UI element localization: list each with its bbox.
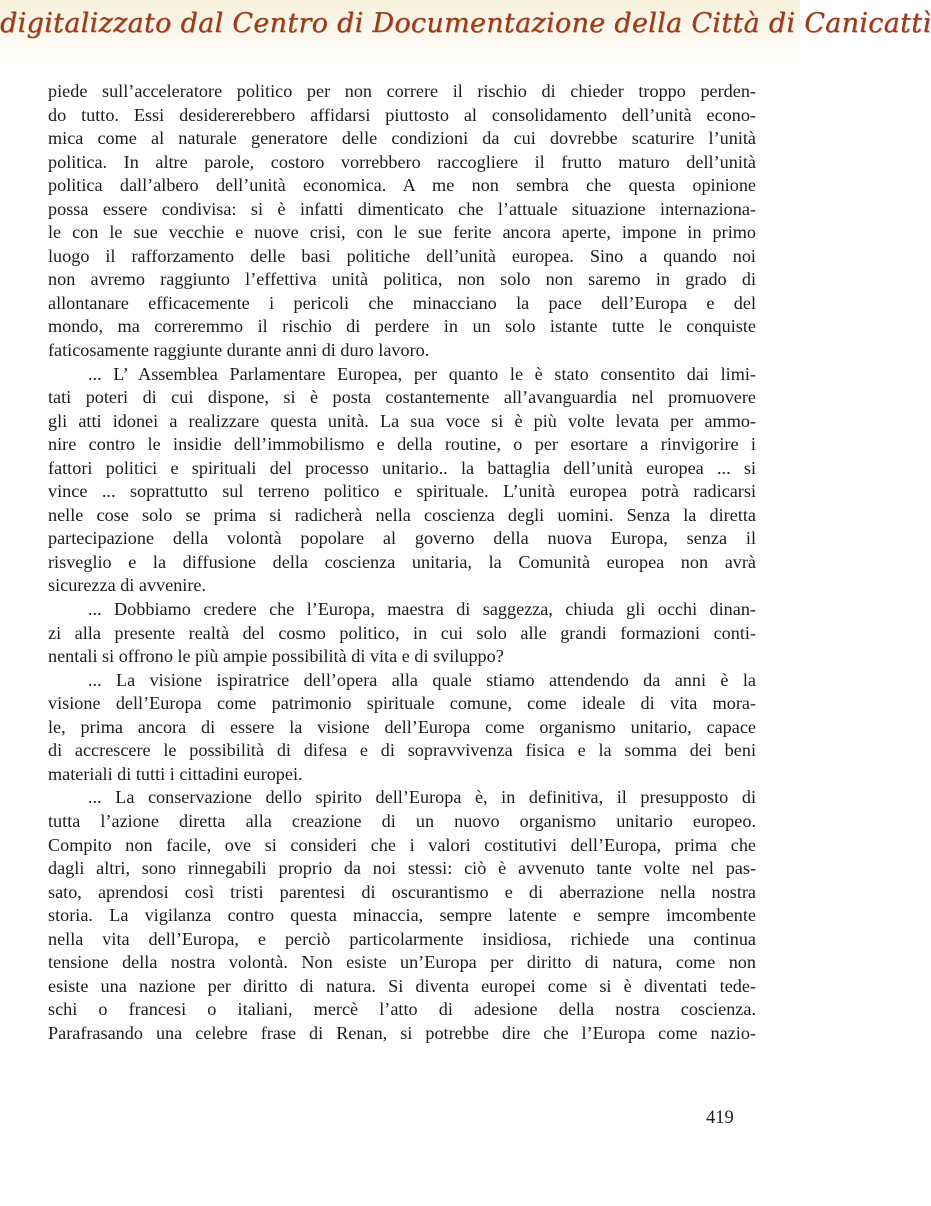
- text-line: le con le sue vecchie e nuove crisi, con le sue ferite ancora aperte, impone in primo: [48, 222, 756, 243]
- text-line: nire contro le insidie dell’immobilismo e della routine, o per esortare a rinvigorire i: [48, 434, 756, 455]
- text-line: di accrescere le possibilità di difesa e di sopravvivenza fisica e la somma dei beni: [48, 740, 756, 761]
- text-line: dagli altri, sono rinnegabili proprio da noi stessi: ciò è avvenuto tante volte nel pas-: [48, 858, 756, 879]
- text-line: sato, aprendosi così tristi parentesi di oscurantismo e di aberrazione nella nostra: [48, 881, 756, 902]
- text-line: nentali si offrono le più ampie possibilità di vita e di sviluppo?: [48, 646, 504, 667]
- text-line: nelle cose solo se prima si radicherà nella coscienza degli uomini. Senza la diretta: [48, 504, 756, 525]
- text-line: allontanare efficacemente i pericoli che minacciano la pace dell’Europa e del: [48, 292, 756, 313]
- text-line: tensione della nostra volontà. Non esiste un’Europa per diritto di natura, come non: [48, 952, 756, 973]
- text-line: ... La conservazione dello spirito dell’Europa è, in definitiva, il presupposto di: [88, 787, 756, 808]
- page-number: 419: [706, 1108, 734, 1128]
- text-line: politica dall’albero dell’unità economica. A me non sembra che questa opinione: [48, 175, 756, 196]
- text-line: schi o francesi o italiani, mercè l’atto di adesione della nostra coscienza.: [48, 999, 756, 1020]
- paragraph: [48, 598, 756, 669]
- text-line: ... Dobbiamo credere che l’Europa, maestra di saggezza, chiuda gli occhi dinan-: [88, 599, 756, 620]
- text-line: materiali di tutti i cittadini europei.: [48, 763, 303, 784]
- text-line: tutta l’azione diretta alla creazione di un nuovo organismo unitario europeo.: [48, 810, 756, 831]
- text-line: ... L’ Assemblea Parlamentare Europea, per quanto le è stato consentito dai limi-: [88, 363, 756, 384]
- body-text: [48, 80, 756, 1045]
- text-line: possa essere condivisa: si è infatti dimenticato che l’attuale situazione internaziona-: [48, 198, 756, 219]
- text-line: nella vita dell’Europa, e perciò particolarmente insidiosa, richiede una continua: [48, 928, 756, 949]
- text-line: sicurezza di avvenire.: [48, 575, 207, 596]
- text-line: esiste una nazione per diritto di natura. Si diventa europei come si è diventati tede-: [48, 975, 756, 996]
- text-line: ... La visione ispiratrice dell’opera alla quale stiamo attendendo da anni è la: [88, 669, 756, 690]
- text-line: visione dell’Europa come patrimonio spirituale comune, come ideale di vita mora-: [48, 693, 756, 714]
- text-line: vince ... soprattutto sul terreno politico e spirituale. L’unità europea potrà radicarsi: [48, 481, 756, 502]
- text-line: Parafrasando una celebre frase di Renan, si potrebbe dire che l’Europa come nazio-: [48, 1022, 756, 1043]
- text-line: fattori politici e spirituali del processo unitario.. la battaglia dell’unità europea ... si: [48, 457, 756, 478]
- text-line: non avremo raggiunto l’effettiva unità politica, non solo non saremo in grado di: [48, 269, 756, 290]
- text-line: le, prima ancora di essere la visione dell’Europa come organismo unitario, capace: [48, 716, 756, 737]
- paragraph: [48, 80, 756, 363]
- paragraph: [48, 786, 756, 1045]
- text-line: tati poteri di cui dispone, si è posta costantemente all’avanguardia nel promuovere: [48, 387, 756, 408]
- text-line: gli atti idonei a realizzare questa unità. La sua voce si è più volte levata per ammo-: [48, 410, 756, 431]
- text-line: zi alla presente realtà del cosmo politico, in cui solo alle grandi formazioni conti-: [48, 622, 756, 643]
- digitization-watermark: digitalizzato dal Centro di Documentazione della Città di Canicattì: [0, 8, 931, 39]
- text-line: Compito non facile, ove si consideri che i valori costitutivi dell’Europa, prima che: [48, 834, 756, 855]
- text-line: politica. In altre parole, costoro vorrebbero raccogliere il frutto maturo dell’unità: [48, 151, 756, 172]
- paragraph: [48, 363, 756, 598]
- text-line: mica come al naturale generatore delle condizioni da cui dovrebbe scaturire l’unità: [48, 128, 756, 149]
- text-line: faticosamente raggiunte durante anni di duro lavoro.: [48, 340, 430, 361]
- text-line: storia. La vigilanza contro questa minaccia, sempre latente e sempre imcombente: [48, 905, 756, 926]
- text-line: piede sull’acceleratore politico per non correre il rischio di chieder troppo perden-: [48, 81, 756, 101]
- text-line: risveglio e la diffusione della coscienza unitaria, la Comunità europea non avrà: [48, 551, 756, 572]
- paragraph: [48, 669, 756, 787]
- text-line: mondo, ma correremmo il rischio di perdere in un solo istante tutte le conquiste: [48, 316, 756, 337]
- text-line: do tutto. Essi desidererebbero affidarsi piuttosto al consolidamento dell’unità econo-: [48, 104, 756, 125]
- text-line: partecipazione della volontà popolare al governo della nuova Europa, senza il: [48, 528, 756, 549]
- text-line: luogo il rafforzamento delle basi politiche dell’unità europea. Sino a quando noi: [48, 245, 756, 266]
